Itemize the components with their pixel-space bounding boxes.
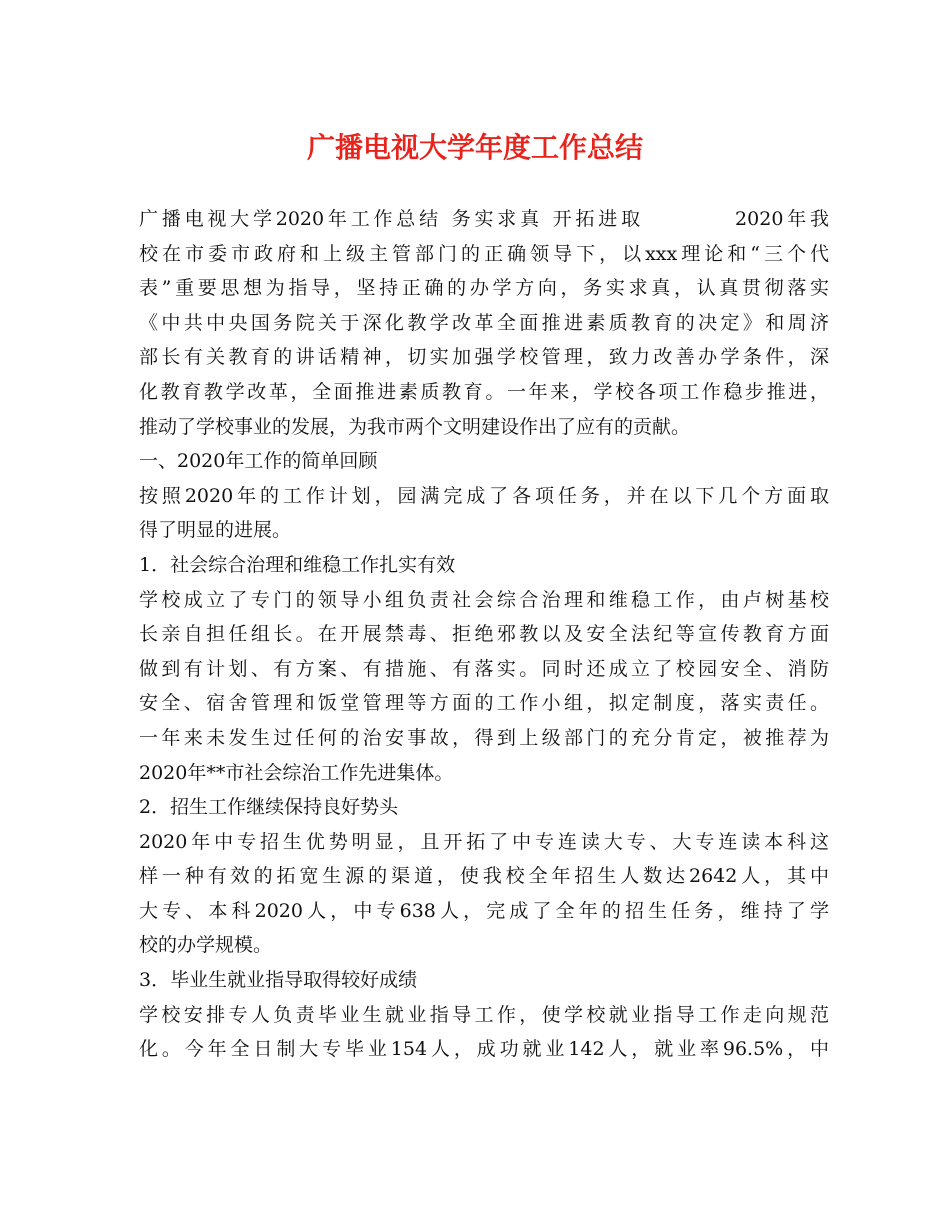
text-line: 化。今年全日制大专毕业154人，成功就业142人，就业率96.5%，中 xyxy=(139,1038,829,1061)
text-line: 化教育教学改革，全面推进素质教育。一年来，学校各项工作稳步推进， xyxy=(139,380,829,403)
text-line: 长亲自担任组长。在开展禁毒、拒绝邪教以及安全法纪等宣传教育方面 xyxy=(139,623,829,646)
text-line: 部长有关教育的讲话精神，切实加强学校管理，致力改善办学条件，深 xyxy=(139,346,829,369)
text-line: 2020年中专招生优势明显，且开拓了中专连读大专、大专连读本科这 xyxy=(139,830,829,853)
text-line: 2020年**市社会综治工作先进集体。 xyxy=(139,761,454,784)
text-line: 大专、本科2020人，中专638人，完成了全年的招生任务，维持了学 xyxy=(139,899,829,922)
text-line: 样一种有效的拓宽生源的渠道，使我校全年招生人数达2642人，其中 xyxy=(139,865,829,888)
text-line: 校在市委市政府和上级主管部门的正确领导下，以xxx理论和“三个代 xyxy=(139,242,829,265)
text-line: 学校成立了专门的领导小组负责社会综合治理和维稳工作，由卢树基校 xyxy=(139,588,829,611)
text-line: 表”重要思想为指导，坚持正确的办学方向，务实求真，认真贯彻落实 xyxy=(139,277,829,300)
text-line: 一年来未发生过任何的治安事故，得到上级部门的充分肯定，被推荐为 xyxy=(139,726,829,749)
text-line: 得了明显的进展。 xyxy=(139,519,292,542)
section-heading: 一、2020年工作的简单回顾 xyxy=(139,450,378,473)
text-line: 学校安排专人负责毕业生就业指导工作，使学校就业指导工作走向规范 xyxy=(139,1003,829,1026)
document-title: 广播电视大学年度工作总结 xyxy=(306,131,643,164)
text-line: 校的办学规模。 xyxy=(139,934,273,957)
text-line: 《中共中央国务院关于深化教学改革全面推进素质教育的决定》和周济 xyxy=(139,311,829,334)
text-line: 安全、宿舍管理和饭堂管理等方面的工作小组，拟定制度，落实责任。 xyxy=(139,692,829,715)
text-line: 做到有计划、有方案、有措施、有落实。同时还成立了校园安全、消防 xyxy=(139,657,829,680)
subsection-heading: 2．招生工作继续保持良好势头 xyxy=(139,796,399,819)
document-body xyxy=(139,202,829,1067)
text-line: 广播电视大学2020年工作总结 务实求真 开拓进取 2020年我 xyxy=(139,208,829,230)
text-line: 按照2020年的工作计划，园满完成了各项任务，并在以下几个方面取 xyxy=(139,484,829,507)
text-line: 推动了学校事业的发展，为我市两个文明建设作出了应有的贡献。 xyxy=(139,415,691,438)
subsection-heading: 1．社会综合治理和维稳工作扎实有效 xyxy=(139,553,456,576)
subsection-heading: 3．毕业生就业指导取得较好成绩 xyxy=(139,969,418,992)
